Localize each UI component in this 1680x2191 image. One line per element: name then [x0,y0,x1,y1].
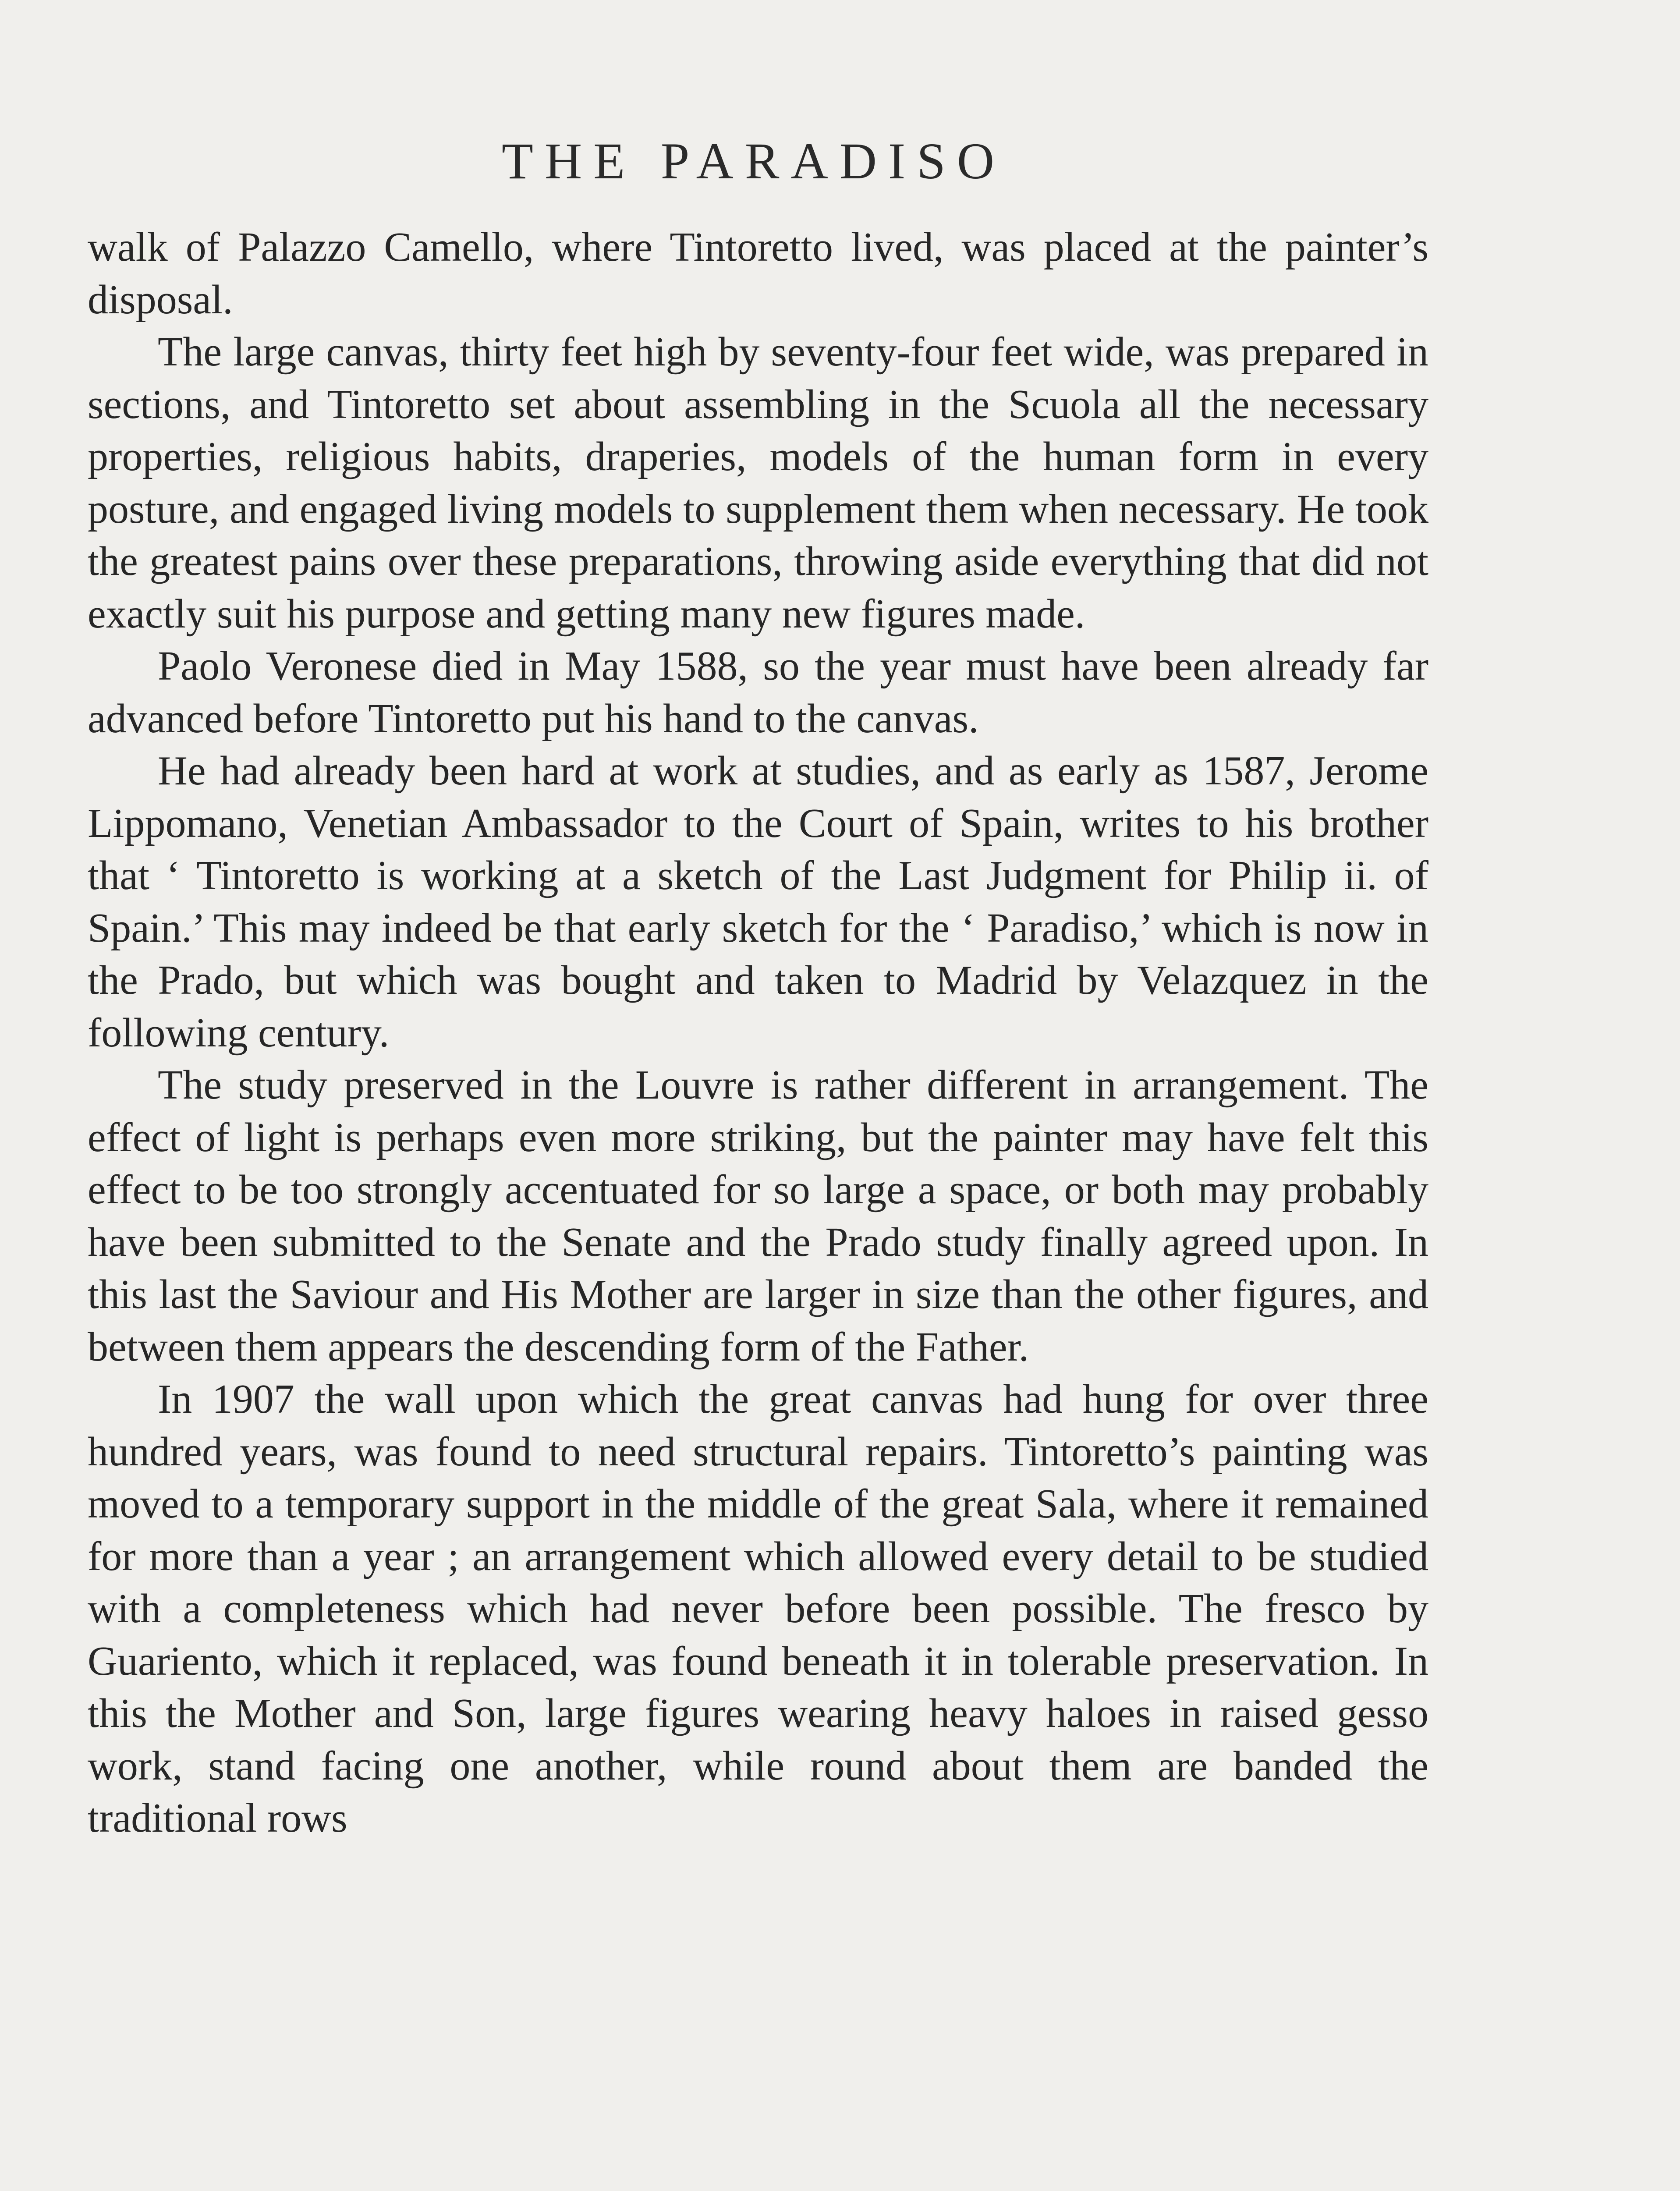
paragraph: He had already been hard at work at studies, and as early as 1587, Jerome Lippomano, Venetian Ambassador to the Court of Spain, writes to his brother that ‘ Tintoretto is working at a sketch of the Last Judgment for Philip ii. of Spain.’ This may indeed be that early sketch for the ‘ Paradiso,’ which is now in the Prado, but which was bought and taken to Madrid by Velazquez in the following century. [88,748,1428,1056]
paragraph: walk of Palazzo Camello, where Tintoretto lived, was placed at the painter’s disposal. [88,224,1428,323]
paragraph: In 1907 the wall upon which the great canvas had hung for over three hundred years, was found to need structural repairs. Tintoretto’s painting was moved to a temporary support in the middle of the great Sala, where it remained for more than a year ; an arrangement which allowed every detail to be studied with a completeness which had never before been possible. The fresco by Guariento, which it replaced, was found beneath it in tolerable preservation. In this the Mother and Son, large figures wearing heavy haloes in raised gesso work, stand facing one another, while round about them are banded the traditional rows [88,1376,1428,1841]
running-head: THE PARADISO [501,132,1006,190]
paragraph: The large canvas, thirty feet high by seventy-four feet wide, was prepared in sections, and Tintoretto set about assembling in the Scuola all the necessary properties, religious habits, draperies, models of the human form in every posture, and engaged living models to supplement them when necessary. He took the greatest pains over these preparations, throwing aside everything that did not exactly suit his purpose and getting many new figures made. [88,329,1428,637]
body-text [88,221,1428,1845]
paragraph: Paolo Veronese died in May 1588, so the year must have been already far advanced before Tintoretto put his hand to the canvas. [88,643,1428,741]
paragraph: The study preserved in the Louvre is rather different in arrangement. The effect of light is perhaps even more striking, but the painter may have felt this effect to be too strongly accentuated for so large a space, or both may probably have been submitted to the Senate and the Prado study finally agreed upon. In this last the Saviour and His Mother are larger in size than the other figures, and between them appears the descending form of the Father. [88,1062,1428,1370]
